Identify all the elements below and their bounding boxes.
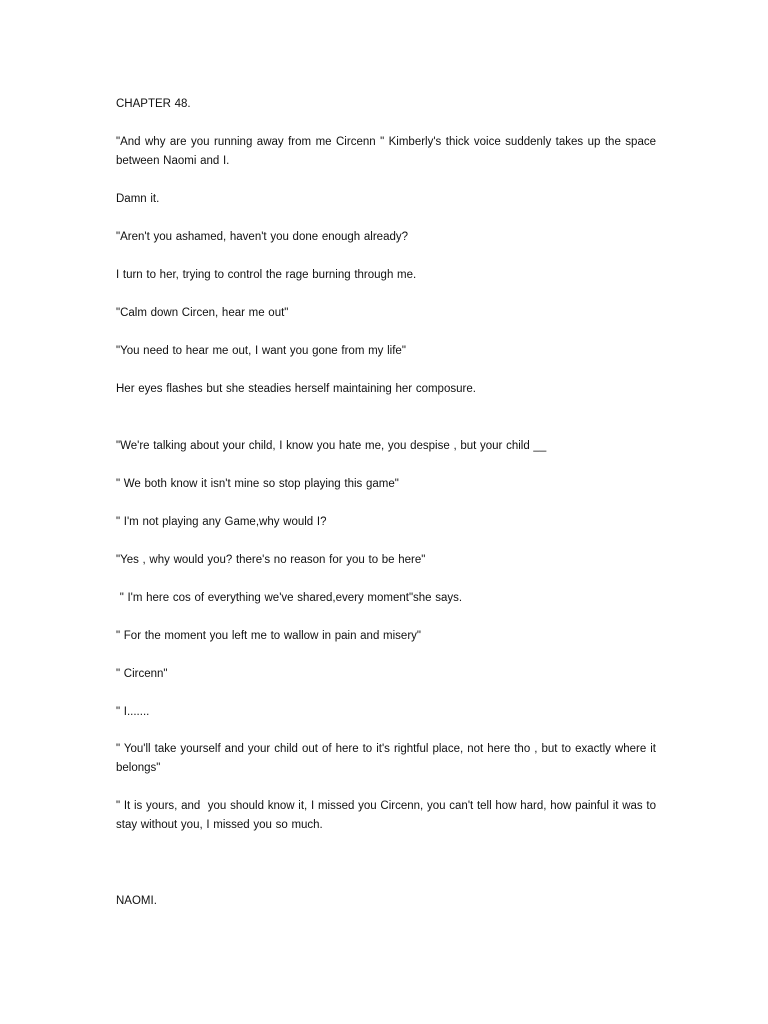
paragraph-6: "You need to hear me out, I want you gone from my life" xyxy=(116,345,406,357)
paragraph-13: " For the moment you left me to wallow in pain and misery" xyxy=(116,630,421,642)
paragraph-7: Her eyes flashes but she steadies herself maintaining her composure. xyxy=(116,383,476,395)
paragraph-15: " I....... xyxy=(116,706,150,718)
paragraph-10: " I'm not playing any Game,why would I? xyxy=(116,516,327,528)
paragraph-12: " I'm here cos of everything we've shared,every moment"she says. xyxy=(116,592,463,604)
paragraph-5: "Calm down Circen, hear me out" xyxy=(116,307,289,319)
chapter-heading: CHAPTER 48. xyxy=(116,98,191,110)
paragraph-9: " We both know it isn't mine so stop playing this game" xyxy=(116,478,399,490)
paragraph-2: Damn it. xyxy=(116,193,160,205)
paragraph-11: "Yes , why would you? there's no reason for you to be here" xyxy=(116,554,426,566)
paragraph-4: I turn to her, trying to control the rage burning through me. xyxy=(116,269,417,281)
paragraph-8: "We're talking about your child, I know you hate me, you despise , but your child __ xyxy=(116,440,547,452)
paragraph-17: " It is yours, and you should know it, I missed you Circenn, you can't tell how hard, how painful it was to stay without you, I missed you so much. xyxy=(116,800,660,831)
paragraph-3: "Aren't you ashamed, haven't you done enough already? xyxy=(116,231,409,243)
paragraph-16: " You'll take yourself and your child out of here to it's rightful place, not here tho , but to exactly where it belongs" xyxy=(116,743,660,774)
paragraph-1: "And why are you running away from me Circenn " Kimberly's thick voice suddenly takes up the space between Naomi and I. xyxy=(116,136,660,167)
paragraph-14: " Circenn" xyxy=(116,668,168,680)
section-heading: NAOMI. xyxy=(116,895,157,907)
